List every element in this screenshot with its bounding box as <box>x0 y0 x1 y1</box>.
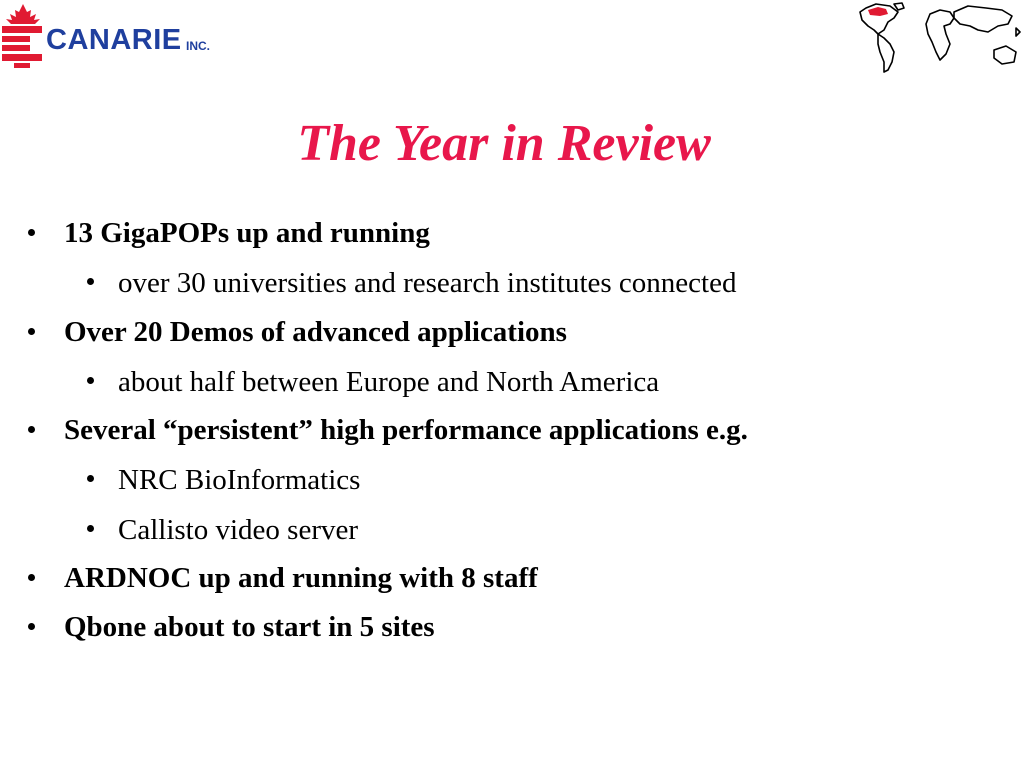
bullet-dot-icon <box>28 229 35 236</box>
logo-wordmark: CANARIE <box>46 24 182 56</box>
bullet-text: Several “persistent” high performance applications e.g. <box>64 414 748 447</box>
bullet-text: about half between Europe and North America <box>118 365 660 398</box>
bullet-dot-icon <box>28 623 35 630</box>
sub-bullet-item <box>0 456 1000 505</box>
bullet-text: Qbone about to start in 5 sites <box>64 611 435 644</box>
sub-bullet-item <box>0 259 1000 308</box>
bullet-list <box>0 210 1000 654</box>
slide-title: The Year in Review <box>297 115 711 172</box>
bullet-text: Over 20 Demos of advanced applications <box>64 315 567 348</box>
canarie-logo <box>0 2 230 70</box>
bullet-dot-icon <box>87 278 94 285</box>
bullet-dot-icon <box>87 377 94 384</box>
world-map-icon <box>854 0 1024 76</box>
bullet-dot-icon <box>28 574 35 581</box>
sub-bullet-item <box>0 358 1000 407</box>
bullet-text: 13 GigaPOPs up and running <box>64 217 430 249</box>
bullet-item <box>0 555 1000 604</box>
bullet-dot-icon <box>87 525 94 532</box>
bullet-item <box>0 210 1000 259</box>
bullet-text: NRC BioInformatics <box>118 464 361 497</box>
bullet-item <box>0 604 1000 653</box>
bullet-text: over 30 universities and research institutes connected <box>118 267 737 300</box>
bullet-dot-icon <box>28 328 35 335</box>
bullet-dot-icon <box>28 426 35 433</box>
bullet-text: Callisto video server <box>118 513 359 546</box>
sub-bullet-item <box>0 506 1000 555</box>
logo-suffix: INC. <box>186 39 210 53</box>
bullet-dot-icon <box>87 475 94 482</box>
bullet-text: ARDNOC up and running with 8 staff <box>64 562 538 595</box>
bullet-item <box>0 309 1000 358</box>
bullet-item <box>0 407 1000 456</box>
maple-leaf-flag-icon <box>0 2 46 70</box>
